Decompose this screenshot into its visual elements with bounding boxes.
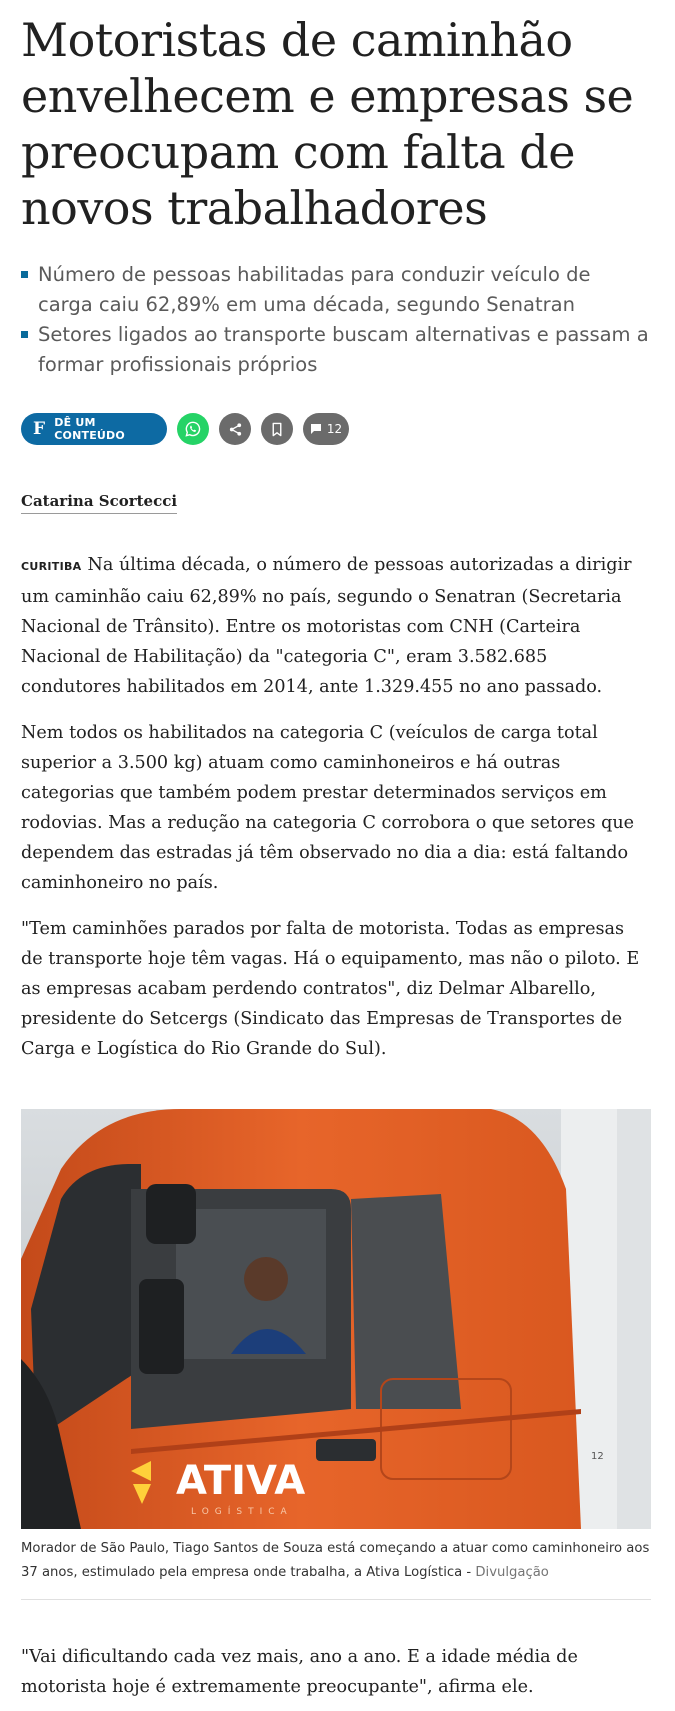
body-paragraph: "Vai dificultando cada vez mais, ano a ano. E a idade média de motorista hoje é extremamente preocupante", afirma ele. (21, 1647, 578, 1697)
article (21, 0, 651, 1702)
summary-text: Setores ligados ao transporte buscam alternativas e passam a formar profissionais próprios (38, 323, 649, 376)
share-bar (21, 413, 651, 445)
body-paragraph (21, 550, 651, 702)
share-icon (228, 422, 243, 437)
share-button[interactable] (219, 413, 251, 445)
svg-text:12: 12 (591, 1451, 604, 1462)
gift-content-button[interactable] (21, 413, 167, 445)
caption-text: Morador de São Paulo, Tiago Santos de Souza está começando a atuar como caminhoneiro aos 37 anos, estimulado pela empresa onde trabalha, a Ativa Logística - (21, 1541, 650, 1580)
author-link[interactable]: Catarina Scortecci (21, 492, 177, 514)
body-paragraph: Nem todos os habilitados na categoria C (veículos de carga total superior a 3.500 kg) atuam como caminhoneiros e há outras categorias que também podem prestar determinados serviços em rodovias. Mas a redução na categoria C corrobora o que setores que dependem das estradas já têm observado no dia a dia: está faltando caminhoneiro no país. (21, 723, 635, 893)
folha-logo-icon: F (33, 419, 46, 439)
article-headline: Motoristas de caminhão envelhecem e empresas se preocupam com falta de novos trabalhadores (21, 13, 634, 235)
article-body (21, 550, 651, 1702)
bookmark-button[interactable] (261, 413, 293, 445)
truck-photo[interactable] (21, 1109, 651, 1529)
article-summary (21, 260, 651, 380)
comment-icon (310, 423, 322, 435)
whatsapp-share-button[interactable] (177, 413, 209, 445)
summary-text: Número de pessoas habilitadas para conduzir veículo de carga caiu 62,89% em uma década, segundo Senatran (38, 263, 591, 316)
comments-button[interactable] (303, 413, 349, 445)
photo-credit: Divulgação (475, 1565, 549, 1580)
bookmark-icon (270, 422, 284, 437)
figure-caption (21, 1537, 651, 1600)
square-bullet-icon (21, 331, 28, 338)
square-bullet-icon (21, 271, 28, 278)
comments-count: 12 (326, 422, 343, 436)
body-paragraph: "Tem caminhões parados por falta de motorista. Todas as empresas de transporte hoje têm vagas. Há o equipamento, mas não o piloto. E as empresas acabam perdendo contratos", diz Delmar Albarello, presidente do Setcergs (Sindicato das Empresas de Transportes de Carga e Logística do Rio Grande do Sul). (21, 919, 640, 1059)
whatsapp-icon (185, 421, 201, 437)
summary-item (21, 260, 651, 320)
paragraph-text: Na última década, o número de pessoas autorizadas a dirigir um caminhão caiu 62,89% no país, segundo o Senatran (Secretaria Nacional de Trânsito). Entre os motoristas com CNH (Carteira Nacional de Habilitação) da "categoria C", eram 3.582.685 condutores habilitados em 2014, ante 1.329.455 no ano passado. (21, 555, 632, 697)
truck-brand-sub: LOGÍSTICA (191, 1507, 293, 1517)
article-figure (21, 1109, 651, 1600)
truck-brand-logo: ATIVA (176, 1458, 306, 1504)
gift-content-label: DÊ UM CONTEÚDO (54, 416, 125, 442)
summary-item (21, 320, 651, 380)
dateline: CURITIBA (21, 560, 82, 573)
